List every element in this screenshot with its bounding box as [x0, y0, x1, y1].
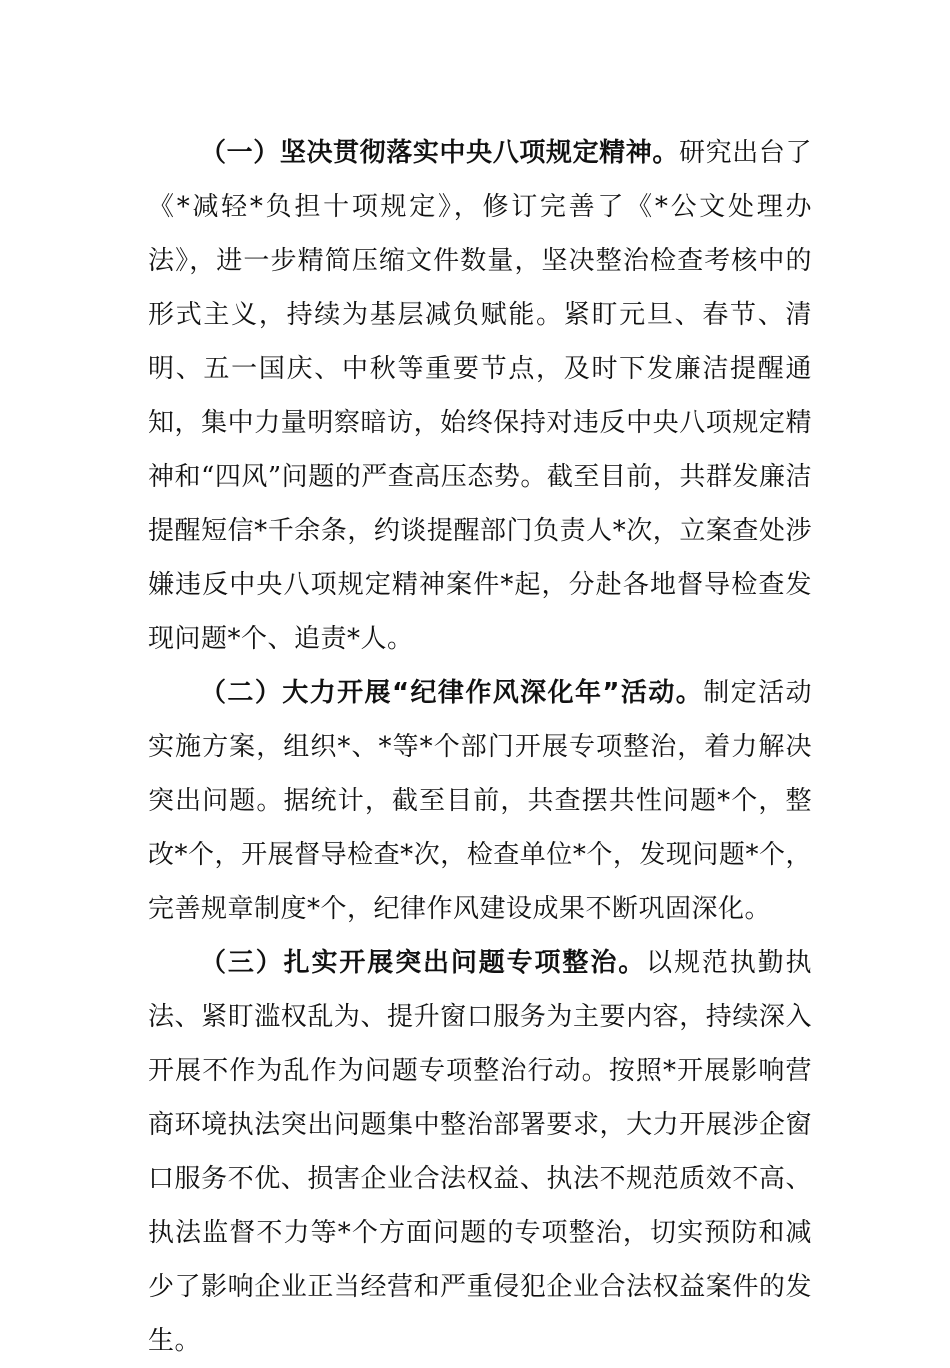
paragraph-3 [148, 936, 812, 1368]
paragraph-1 [148, 126, 812, 666]
paragraph-3-body: 以规范执勤执法、紧盯滥权乱为、提升窗口服务为主要内容，持续深入开展不作为乱作为问题专项整治行动。按照*开展影响营商环境执法突出问题集中整治部署要求，大力开展涉企窗口服务不优、损害企业合法权益、执法不规范质效不高、执法监督不力等*个方面问题的专项整治，切实预防和减少了影响企业正当经营和严重侵犯企业合法权益案件的发生。 [148, 948, 812, 1356]
paragraph-2-heading: （二）大力开展“纪律作风深化年”活动。 [200, 678, 704, 708]
paragraph-2-body: 制定活动实施方案，组织*、*等*个部门开展专项整治，着力解决突出问题。据统计，截至目前，共查摆共性问题*个，整改*个，开展督导检查*次，检查单位*个，发现问题*个，完善规章制度*个，纪律作风建设成果不断巩固深化。 [148, 678, 812, 924]
paragraph-3-heading: （三）扎实开展突出问题专项整治。 [200, 948, 647, 978]
paragraph-1-body: 研究出台了《*减轻*负担十项规定》，修订完善了《*公文处理办法》，进一步精简压缩文件数量，坚决整治检查考核中的形式主义，持续为基层减负赋能。紧盯元旦、春节、清明、五一国庆、中秋等重要节点，及时下发廉洁提醒通知，集中力量明察暗访，始终保持对违反中央八项规定精神和“四风”问题的严查高压态势。截至目前，共群发廉洁提醒短信*千余条，约谈提醒部门负责人*次，立案查处涉嫌违反中央八项规定精神案件*起，分赴各地督导检查发现问题*个、追责*人。 [148, 138, 812, 654]
paragraph-2 [148, 666, 812, 936]
document-body [148, 126, 812, 1368]
paragraph-1-heading: （一）坚决贯彻落实中央八项规定精神。 [200, 138, 680, 168]
